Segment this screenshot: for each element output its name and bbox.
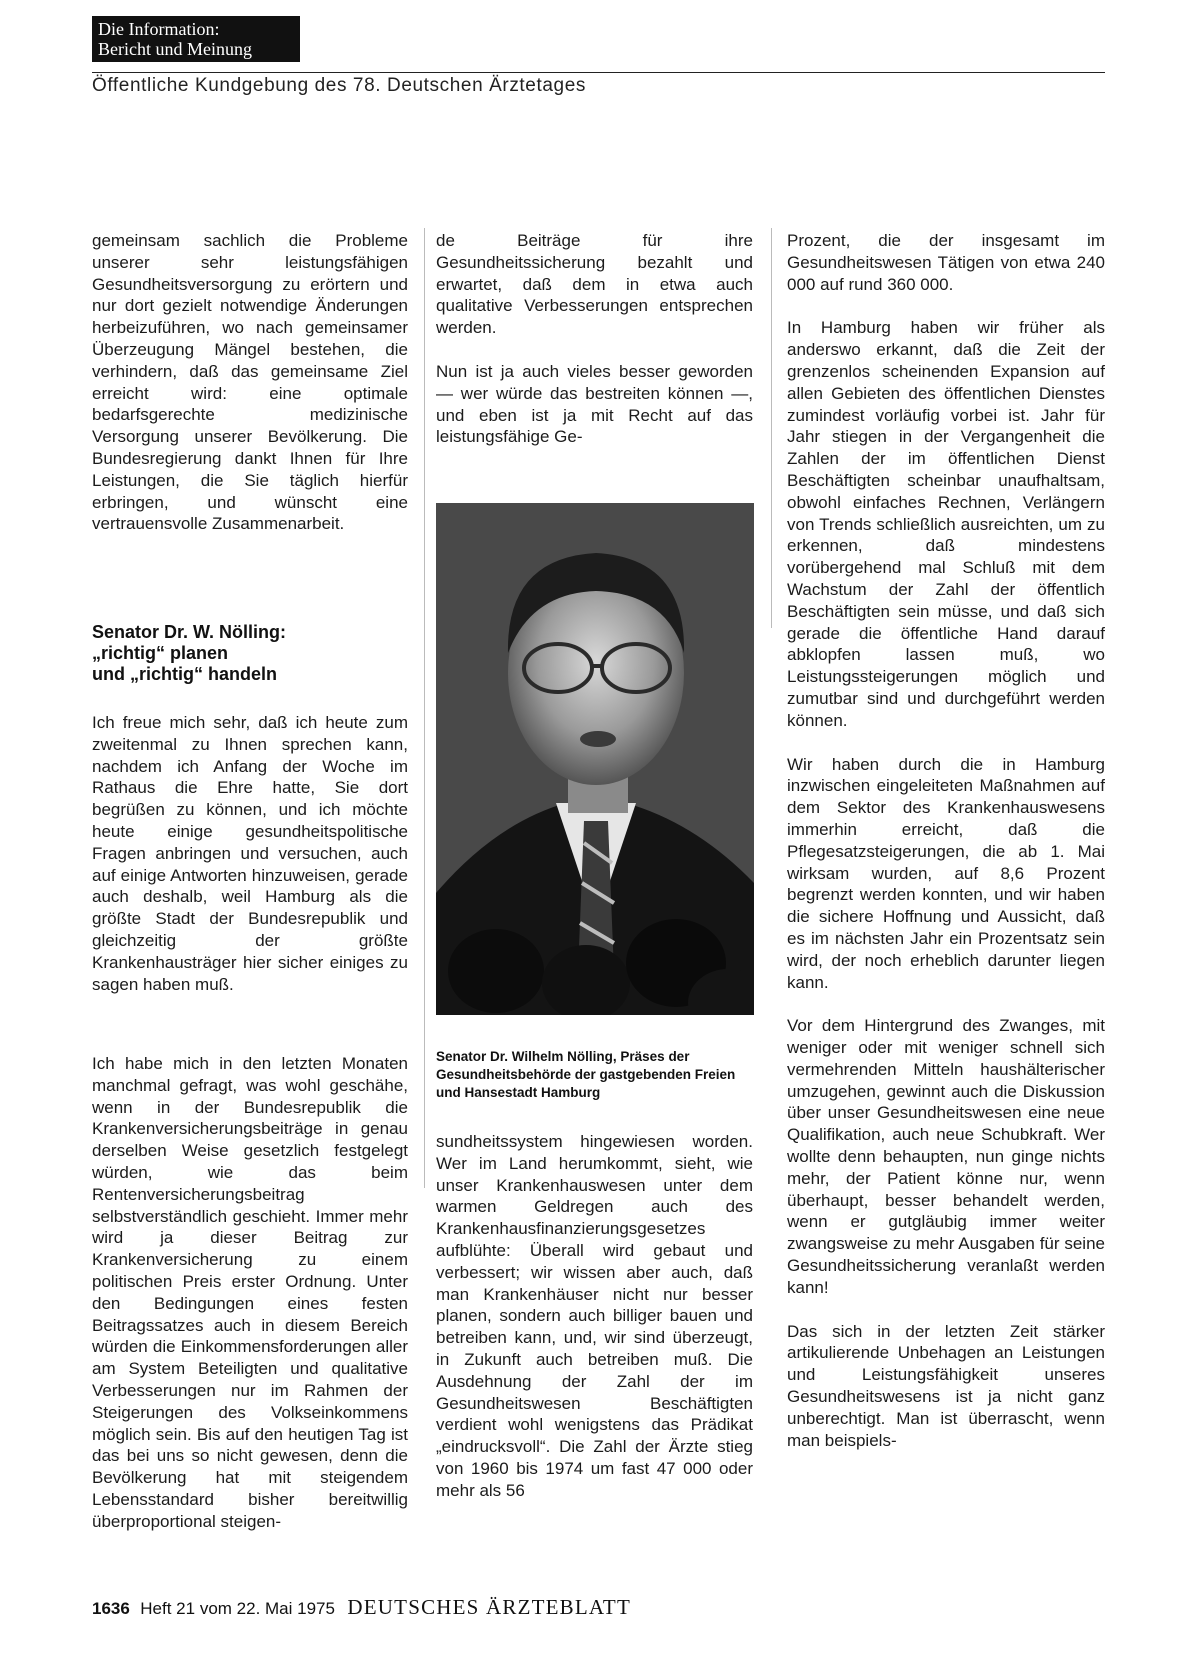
portrait-illustration <box>436 503 754 1015</box>
paragraph: Ich freue mich sehr, daß ich heute zum zweitenmal zu Ihnen sprechen kann, nachdem ich Anfang der Woche im Rathaus die Ehre hatte, Sie dort begrüßen zu können, und ich möchte heute einige gesundheitspolitische Fragen anbringen und versuchen, auch auf einige Antworten hinzuweisen, gerade auch deshalb, weil Hamburg als die größte Stadt der Bundesrepublik und gleichzeitig der größte Krankenhausträger hier sicher einiges zu sagen haben muß. <box>92 713 408 994</box>
page-number: 1636 <box>92 1599 130 1618</box>
paragraph: sundheitssystem hingewiesen worden. Wer im Land herumkommt, sieht, wie unser Krankenhauswesen unter dem warmen Geldregen auch des Krankenhausfinanzierungsgesetzes aufblühte: Überall wird gebaut und verbessert; wir wissen aber auch, daß man Krankenhäuser nicht nur besser planen, sondern auch billiger bauen und betreiben kann, und, wir sind überzeugt, in Zukunft auch betreiben muß. Die Ausdehnung der Zahl der im Gesundheitswesen Beschäftigten verdient wohl wenigstens das Prädikat „eindrucksvoll“. Die Zahl der Ärzte stieg von 1960 bis 1974 um fast 47 000 oder mehr als 56 <box>436 1132 753 1500</box>
section-heading-line: und „richtig“ handeln <box>92 664 277 684</box>
paragraph: gemeinsam sachlich die Probleme unserer sehr leistungsfähigen Gesundheitsversorgung zu erörtern und nur dort gezielt notwendige Änderungen herbeizuführen, wo nach gemeinsamer Überzeugung Mängel bestehen, die verhindern, daß das gemeinsame Ziel erreicht wird: eine optimale bedarfsgerechte medizinische Versorgung unserer Bevölkerung. Die Bundesregierung dankt Ihnen für Ihre Leistungen, die Sie täglich hierfür erbringen, und wünscht eine vertrauensvolle Zusammenarbeit. <box>92 231 408 534</box>
paragraph: In Hamburg haben wir früher als anderswo erkannt, daß die Zeit der grenzenlos scheinenden Expansion auf allen Gebieten des öffentlichen Dienstes zumindest vorläufig vorbei ist. Jahr für Jahr stiegen in der Vergangenheit die Zahlen der im öffentlichen Dienst Beschäftigten scheinbar unaufhaltsam, obwohl einfaches Rechnen, Verlängern von Trends schließlich ausreichten, um zu erkennen, daß mindestens vorübergehend mal Schluß mit dem Wachstum der Zahl der öffentlich Beschäftigten sein müsse, und daß sich gerade die öffentliche Hand darauf abklopfen lassen muß, wo Leistungssteigerungen möglich und zumutbar sind und durchgeführt werden können. <box>787 318 1105 730</box>
section-heading-line: „richtig“ planen <box>92 643 229 663</box>
journal-name: DEUTSCHES ÄRZTEBLATT <box>347 1595 631 1619</box>
paragraph: Das sich in der letzten Zeit stärker artikulierende Unbehagen an Leistungen und Leistungsfähigkeit unseres Gesundheitswesens ist ja nicht ganz unberechtigt. Man ist überrascht, wenn man beispiels- <box>787 1321 1105 1450</box>
paragraph: Wir haben durch die in Hamburg inzwischen eingeleiteten Maßnahmen auf dem Sektor des Krankenhauswesens immerhin erreicht, daß die Pflegesatzsteigerungen, die ab 1. Mai wirksam wurden, auf 8,6 Prozent begrenzt werden konnten, und wir haben die sichere Hoffnung und Aussicht, daß es im nächsten Jahr ein Prozentsatz sein wird, der noch erheblich darunter liegen kann. <box>787 754 1105 992</box>
page-footer <box>92 1595 631 1620</box>
paragraph: Vor dem Hintergrund des Zwanges, mit weniger oder mit weniger schnell sich vermehrenden Mitteln haushälterischer umzugehen, gewinnt auch die Diskussion über unser Gesundheitswesen eine neue Qualifikation, auch neue Schubkraft. Wer wollte denn behaupten, nun ginge nichts mehr, der Patient könne nur, wenn überhaupt, besser behandelt werden, wenn er gutgläubig immer weiter zwangsweise zu mehr Ausgaben für seine Gesundheitssicherung veranlaßt werden kann! <box>787 1016 1105 1297</box>
column-1-body-b <box>92 1053 408 1533</box>
paragraph: Prozent, die der insgesamt im Gesundheitswesen Tätigen von etwa 240 000 auf rund 360 000. <box>787 231 1105 294</box>
column-divider <box>771 228 772 628</box>
section-heading <box>92 622 408 685</box>
paragraph: de Beiträge für ihre Gesundheitssicherung bezahlt und erwartet, daß dem in etwa auch qualitative Verbesserungen entsprechen werden. <box>436 231 753 338</box>
paragraph: Nun ist ja auch vieles besser geworden — wer würde das bestreiten können —, und eben ist ja mit Recht auf das leistungsfähige Ge- <box>436 361 753 447</box>
portrait-photo <box>436 503 754 1015</box>
section-badge-line2: Bericht und Meinung <box>98 39 252 59</box>
column-divider <box>424 228 425 1188</box>
column-2-bottom <box>436 1131 753 1502</box>
column-2-top <box>436 230 753 448</box>
paragraph: Ich habe mich in den letzten Monaten manchmal gefragt, was wohl geschähe, wenn in der Bundesrepublik die Krankenversicherungsbeiträge in genau derselben Weise gesetzlich festgelegt würden, wie das beim Rentenversicherungsbeitrag selbstverständlich geschieht. Immer mehr wird ja dieser Beitrag zur Krankenversicherung zu einem politischen Preis erster Ordnung. Unter den Bedingungen eines festen Beitragssatzes auch in diesem Bereich würden die Einkommensforderungen aller am System Beteiligten und qualitative Verbesserungen nur im Rahmen der Steigerungen des Volkseinkommens möglich sein. Bis auf den heutigen Tag ist das bei uns so nicht gewesen, denn die Bevölkerung hat mit steigendem Lebensstandard bisher bereitwillig überproportional steigen- <box>92 1054 408 1531</box>
column-1-intro <box>92 230 408 535</box>
photo-caption: Senator Dr. Wilhelm Nölling, Präses der Gesundheitsbehörde der gastgebenden Freien und Hansestadt Hamburg <box>436 1049 736 1100</box>
issue-info: Heft 21 vom 22. Mai 1975 <box>140 1599 335 1618</box>
page-subtitle: Öffentliche Kundgebung des 78. Deutschen Ärztetages <box>92 75 586 96</box>
column-1-body-a <box>92 712 408 995</box>
section-badge-line1: Die Information: <box>98 19 220 39</box>
section-badge <box>92 16 300 62</box>
section-heading-line: Senator Dr. W. Nölling: <box>92 622 287 642</box>
column-3 <box>787 230 1105 1451</box>
header-divider <box>92 72 1105 73</box>
